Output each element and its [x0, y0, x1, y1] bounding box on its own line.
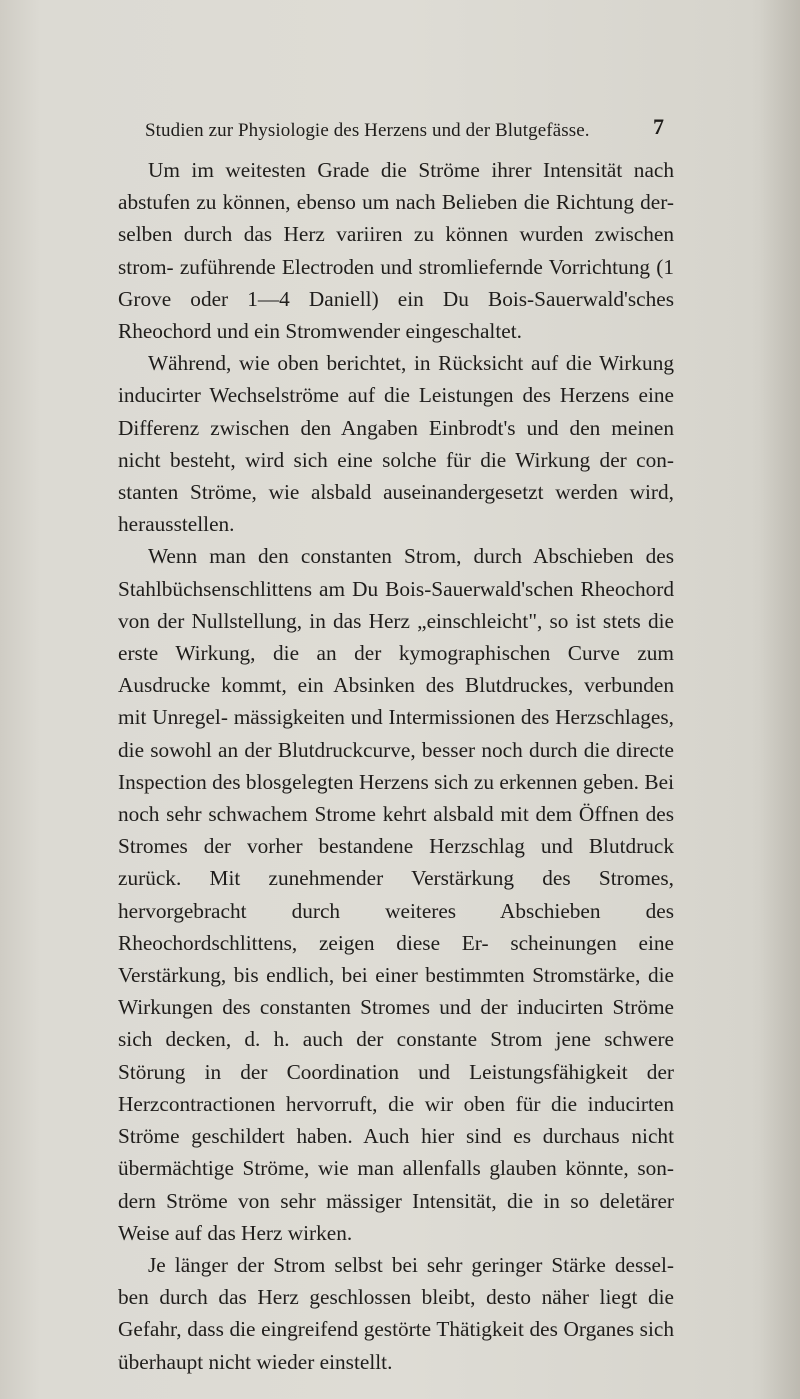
page-number: 7	[653, 114, 665, 139]
body-text	[118, 154, 674, 1378]
running-title: Studien zur Physiologie des Herzens und der Blutgefässe.	[145, 120, 590, 141]
paragraph-2: Während, wie oben berichtet, in Rücksicht auf die Wirkung inducirter Wechselströme auf die Leistungen des Herzens eine Differenz zwischen den Angaben Einbrodt's und den meinen nicht besteht, wird sich eine solche für die Wirkung der con- stanten Ströme, wie alsbald auseinandergesetzt werden wird, herausstellen.	[118, 351, 674, 537]
paragraph-3: Wenn man den constanten Strom, durch Abschieben des Stahlbüchsenschlittens am Du Bois-Sauerwald'schen Rheochord von der Nullstellung, in das Herz „einschleicht", so ist stets die erste Wirkung, die an der kymographischen Curve zum Ausdrucke kommt, ein Absinken des Blutdruckes, verbunden mit Unregel- mässigkeiten und Intermissionen des Herzschlages, die sowohl an der Blutdruckcurve, besser noch durch die directe Inspection des blosgelegten Herzens sich zu erkennen geben. Bei noch sehr schwachem Strome kehrt alsbald mit dem Öffnen des Stromes der vorher bestandene Herzschlag und Blutdruck zurück. Mit zunehmender Verstärkung des Stromes, hervorgebracht durch weiteres Abschieben des Rheochordschlittens, zeigen diese Er- scheinungen eine Verstärkung, bis endlich, bei einer bestimmten Stromstärke, die Wirkungen des constanten Stromes und der inducirten Ströme sich decken, d. h. auch der constante Strom jene schwere Störung in der Coordination und Leistungsfähigkeit der Herzcontractionen hervorruft, die wir oben für die inducirten Ströme geschildert haben. Auch hier sind es durchaus nicht übermächtige Ströme, wie man allenfalls glauben könnte, son- dern Ströme von sehr mässiger Intensität, die in so deletärer Weise auf das Herz wirken.	[118, 544, 674, 1245]
paragraph-4: Je länger der Strom selbst bei sehr geringer Stärke dessel- ben durch das Herz geschlossen bleibt, desto näher liegt die Gefahr, dass die eingreifend gestörte Thätigkeit des Organes sich überhaupt nicht wieder einstellt.	[118, 1252, 674, 1374]
page-edge-shadow	[750, 0, 800, 1399]
paragraph-1: Um im weitesten Grade die Ströme ihrer Intensität nach abstufen zu können, ebenso um nach Belieben die Richtung der- selben durch das Herz variiren zu können wurden zwischen strom- zuführende Electroden und stromliefernde Vorrichtung (1 Grove oder 1—4 Daniell) ein Du Bois-Sauerwald'sches Rheochord und ein Stromwender eingeschaltet.	[118, 158, 674, 344]
